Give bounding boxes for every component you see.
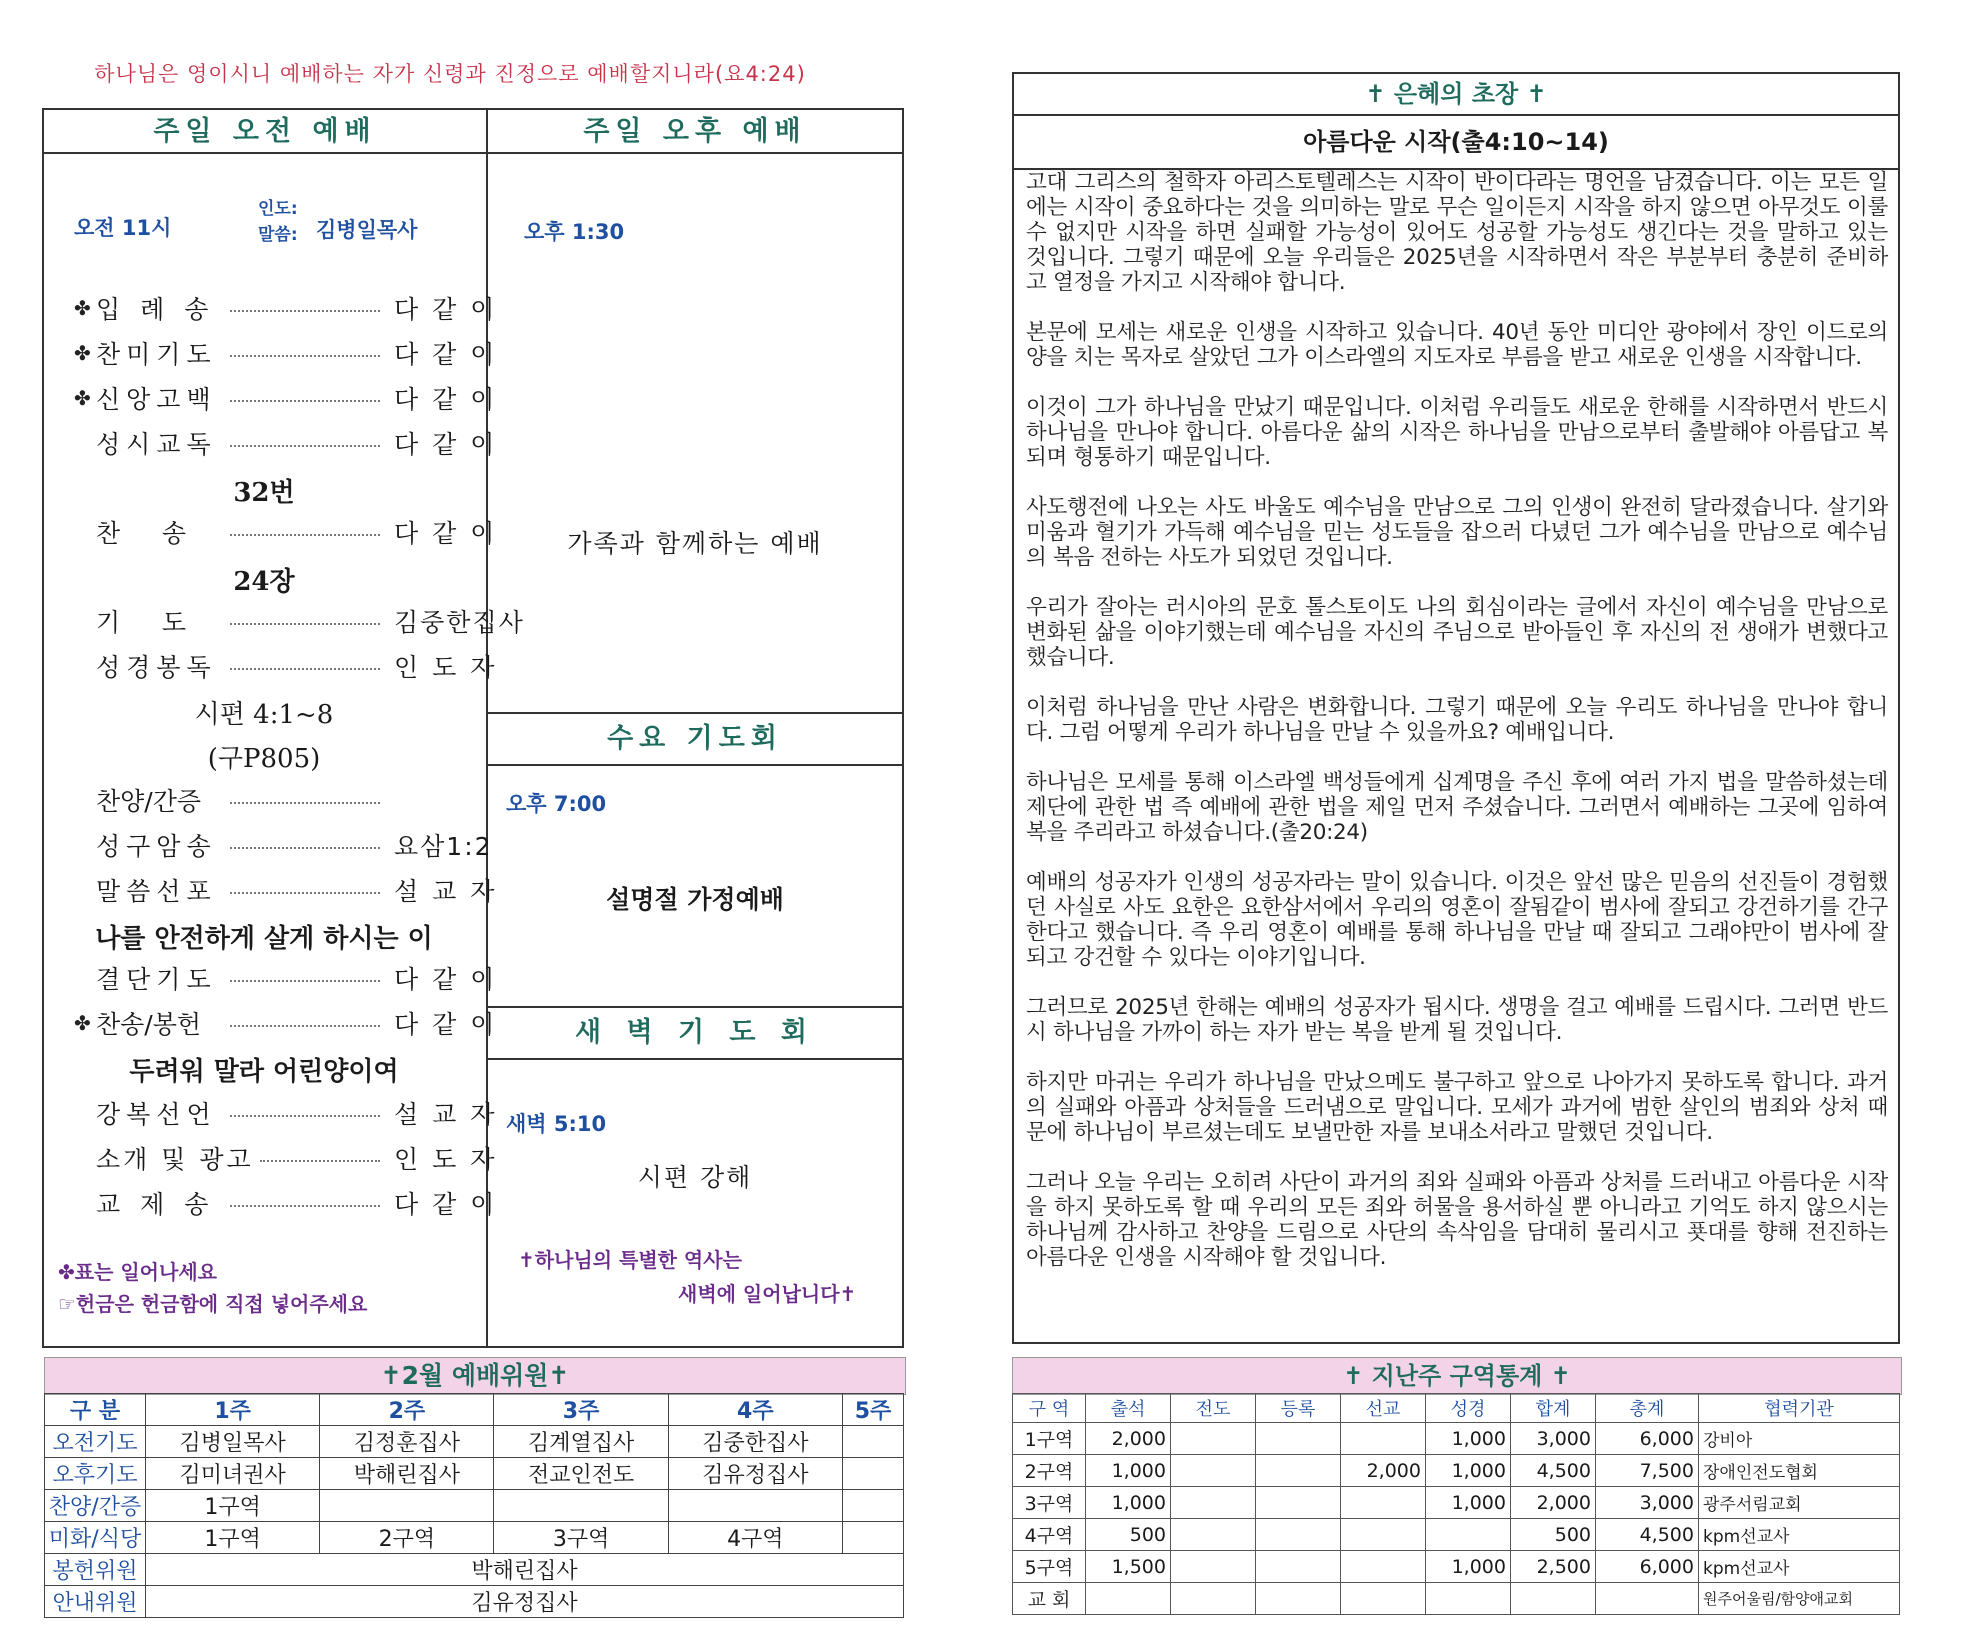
table-cell: 김병일목사 bbox=[146, 1426, 320, 1458]
column-header: 구 역 bbox=[1013, 1394, 1086, 1423]
table-cell bbox=[1341, 1423, 1426, 1455]
table-row bbox=[45, 1426, 904, 1458]
offering-note: ☞헌금은 헌금함에 직접 넣어주세요 bbox=[58, 1292, 368, 1316]
table-cell: 1,500 bbox=[1086, 1551, 1171, 1583]
table-cell: 6,000 bbox=[1596, 1423, 1699, 1455]
sermon-title: 나를 안전하게 살게 하시는 이 bbox=[95, 924, 433, 954]
table-row bbox=[1013, 1583, 1900, 1615]
table-header-row bbox=[1013, 1394, 1900, 1423]
order-item: ✤ 신앙고백 다같이 bbox=[74, 385, 509, 414]
grace-header: ✝ 은혜의 초장 ✝ bbox=[1365, 80, 1547, 108]
table-cell: 6,000 bbox=[1596, 1551, 1699, 1583]
morning-column bbox=[44, 156, 525, 1346]
table-header-row bbox=[45, 1394, 904, 1426]
table-cell: 김계열집사 bbox=[494, 1426, 668, 1458]
table-cell: 박해린집사 bbox=[320, 1458, 494, 1490]
table-cell: 3구역 bbox=[494, 1522, 668, 1554]
table-cell: 4,500 bbox=[1511, 1455, 1596, 1487]
table-row bbox=[45, 1522, 904, 1554]
table-cell: 4,500 bbox=[1596, 1519, 1699, 1551]
reading-number: 32번 bbox=[233, 478, 295, 508]
table-cell bbox=[842, 1458, 903, 1490]
column-header: 5주 bbox=[842, 1394, 903, 1426]
column-header: 출석 bbox=[1086, 1394, 1171, 1423]
order-item: 기 도 김중한집사 bbox=[96, 608, 525, 637]
order-item: 찬양/간증 bbox=[74, 778, 514, 822]
table-cell bbox=[1256, 1487, 1341, 1519]
table-cell bbox=[842, 1426, 903, 1458]
row-label: 1구역 bbox=[1013, 1423, 1086, 1455]
column-header: 구 분 bbox=[45, 1394, 146, 1426]
table-cell: 3,000 bbox=[1596, 1487, 1699, 1519]
morning-time: 오전 11시 bbox=[74, 216, 172, 240]
paragraph: 하지만 마귀는 우리가 하나님을 만났으메도 불구하고 앞으로 나아가지 못하도록 합니다. 과거의 실패와 아픔과 상처들을 드러냄으로 말입니다. 모세가 과거에 범한 살인의 범죄와 상처 때문에 하나님이 부르셨는데도 보낼만한 자를 보내소서라고 말했던 것입니다. bbox=[1026, 1070, 1888, 1145]
row-label: 5구역 bbox=[1013, 1551, 1086, 1583]
table-cell bbox=[1086, 1583, 1171, 1615]
row-label: 미화/식당 bbox=[45, 1522, 146, 1554]
table-cell bbox=[1171, 1583, 1256, 1615]
wednesday-time: 오후 7:00 bbox=[506, 792, 607, 816]
table-cell: 광주서림교회 bbox=[1699, 1487, 1900, 1519]
column-header: 합계 bbox=[1511, 1394, 1596, 1423]
stats-title: ✝ 지난주 구역통계 ✝ bbox=[1343, 1362, 1571, 1390]
row-label: 2구역 bbox=[1013, 1455, 1086, 1487]
table-cell bbox=[1256, 1519, 1341, 1551]
table-cell: 7,500 bbox=[1596, 1455, 1699, 1487]
other-services-column bbox=[488, 156, 902, 1346]
order-item: 찬 송 다같이 bbox=[96, 519, 509, 548]
paragraph: 사도행전에 나오는 사도 바울도 예수님을 만남으로 그의 인생이 완전히 달라졌습니다. 살기와 미움과 혈기가 가득해 예수님을 믿는 성도들을 잡으러 다녔던 그가 예수님을 만남으로 예수님의 복음 전하는 사도가 되었던 것입니다. bbox=[1026, 495, 1888, 570]
order-item: 교 제 송 다같이 bbox=[96, 1190, 509, 1219]
column-header: 협력기관 bbox=[1699, 1394, 1900, 1423]
table-cell bbox=[1511, 1583, 1596, 1615]
table-cell: 김미녀권사 bbox=[146, 1458, 320, 1490]
leader-labels: 인도: 말씀: bbox=[258, 199, 298, 245]
column-header: 전도 bbox=[1171, 1394, 1256, 1423]
table-row bbox=[1013, 1487, 1900, 1519]
order-item: 강복선언 설교자 bbox=[96, 1100, 509, 1129]
column-header: 2주 bbox=[320, 1394, 494, 1426]
row-label: 찬양/간증 bbox=[45, 1490, 146, 1522]
order-item: 소개 및 광고 인도자 bbox=[96, 1145, 509, 1174]
row-label: 봉헌위원 bbox=[45, 1554, 146, 1586]
table-cell: 2,000 bbox=[1086, 1423, 1171, 1455]
standing-note: ✤표는 일어나세요 bbox=[58, 1260, 217, 1284]
table-cell: 2,000 bbox=[1341, 1455, 1426, 1487]
table-cell bbox=[1341, 1583, 1426, 1615]
order-item: 성구암송 요삼1:2 bbox=[96, 832, 493, 861]
morning-title: 주일 오전 예배 bbox=[153, 116, 377, 147]
column-header: 4주 bbox=[668, 1394, 842, 1426]
table-cell bbox=[1256, 1551, 1341, 1583]
table-cell bbox=[1596, 1583, 1699, 1615]
table-cell: 1,000 bbox=[1426, 1455, 1511, 1487]
table-cell: 김정훈집사 bbox=[320, 1426, 494, 1458]
order-item: 성시교독 다같이 bbox=[96, 430, 509, 459]
row-label: 4구역 bbox=[1013, 1519, 1086, 1551]
table-cell: 3,000 bbox=[1511, 1423, 1596, 1455]
table-cell: 박해린집사 bbox=[146, 1554, 904, 1586]
afternoon-title: 주일 오후 예배 bbox=[583, 116, 807, 147]
offering-hymn: 두려워 말라 어린양이여 bbox=[129, 1057, 399, 1087]
table-cell bbox=[1171, 1423, 1256, 1455]
column-header: 총계 bbox=[1596, 1394, 1699, 1423]
paragraph: 그러나 오늘 우리는 오히려 사단이 과거의 죄와 실패와 아픔과 상처를 드러내고 아름다운 시작을 하지 못하도록 할 때 우리의 모든 죄와 허물을 용서하실 뿐 아니라고 기억도 하지 않으시는 하나님께 감사하고 찬양을 드림으로 사단의 속삭임을 담대히 물리시고 푯대를 향해 전진하는 아름다운 인생을 시작해야 할 것입니다. bbox=[1026, 1170, 1888, 1270]
order-item: ✤ 찬송/봉헌 다같이 bbox=[74, 1010, 509, 1039]
table-cell bbox=[494, 1490, 668, 1522]
table-cell: 1,000 bbox=[1426, 1423, 1511, 1455]
table-cell bbox=[1256, 1455, 1341, 1487]
table-cell bbox=[1341, 1551, 1426, 1583]
table-cell bbox=[1171, 1455, 1256, 1487]
table-cell: 500 bbox=[1086, 1519, 1171, 1551]
sermon-title: 아름다운 시작(출4:10~14) bbox=[1303, 128, 1609, 156]
committee-title-bar bbox=[44, 1357, 906, 1395]
motto-verse: 하나님은 영이시니 예배하는 자가 신령과 진정으로 예배할지니라(요4:24) bbox=[94, 62, 806, 86]
column-header: 선교 bbox=[1341, 1394, 1426, 1423]
paragraph: 그러므로 2025년 한해는 예배의 성공자가 됩시다. 생명을 걸고 예배를 드립시다. 그러면 반드시 하나님을 가까이 하는 자가 받는 복을 받게 될 것입니다. bbox=[1026, 995, 1888, 1045]
table-cell bbox=[842, 1522, 903, 1554]
table-cell bbox=[1171, 1519, 1256, 1551]
table-cell: 원주어울림/함양애교회 bbox=[1699, 1583, 1900, 1615]
row-label: 오전기도 bbox=[45, 1426, 146, 1458]
table-cell: 2,500 bbox=[1511, 1551, 1596, 1583]
table-cell bbox=[1256, 1423, 1341, 1455]
table-cell: 1,000 bbox=[1086, 1487, 1171, 1519]
paragraph: 하나님은 모세를 통해 이스라엘 백성들에게 십계명을 주신 후에 여러 가지 법을 말씀하셨는데 제단에 관한 법 즉 예배에 관한 법을 제일 먼저 주셨습니다. 그러면서 예배하는 그곳에 임하여 복을 주리라고 하셨습니다.(출20:24) bbox=[1026, 770, 1888, 845]
column-header: 등록 bbox=[1256, 1394, 1341, 1423]
paragraph: 우리가 잘아는 러시아의 문호 톨스토이도 나의 회심이라는 글에서 자신이 예수님을 만남으로 변화된 삶을 이야기했는데 예수님을 자신의 주님으로 받아들인 후 자신의 전 생애가 변했다고 했습니다. bbox=[1026, 595, 1888, 670]
scripture-page: (구P805) bbox=[207, 744, 321, 774]
row-label: 3구역 bbox=[1013, 1487, 1086, 1519]
dawn-time: 새벽 5:10 bbox=[506, 1112, 607, 1136]
committee-title: ✝2월 예배위원✝ bbox=[380, 1361, 570, 1390]
table-cell: 1,000 bbox=[1426, 1551, 1511, 1583]
table-cell: 김유정집사 bbox=[146, 1586, 904, 1618]
dawn-description: 시편 강해 bbox=[637, 1163, 753, 1192]
leader-name: 김병일목사 bbox=[316, 218, 418, 242]
table-cell bbox=[1426, 1519, 1511, 1551]
table-cell: kpm선교사 bbox=[1699, 1551, 1900, 1583]
table-row bbox=[45, 1490, 904, 1522]
order-item: 말씀선포 설교자 bbox=[96, 877, 509, 906]
table-cell: 1,000 bbox=[1426, 1487, 1511, 1519]
committee-table bbox=[44, 1393, 904, 1618]
row-label: 안내위원 bbox=[45, 1586, 146, 1618]
paragraph: 예배의 성공자가 인생의 성공자라는 말이 있습니다. 이것은 앞선 많은 믿음의 선진들이 경험했던 사실로 사도 요한은 요한삼서에서 우리의 영혼이 잘됨같이 범사에 잘되고 강건하기를 간구한다고 했습니다. 즉 우리 영혼이 예배를 통해 하나님을 만날 때 잘되고 그래야만이 범사에 잘되고 강건할 수 있다는 이야기입니다. bbox=[1026, 870, 1888, 970]
dawn-note-line1: ✝하나님의 특별한 역사는 bbox=[518, 1248, 742, 1272]
table-cell bbox=[1171, 1551, 1256, 1583]
table-row bbox=[45, 1458, 904, 1490]
column-header: 3주 bbox=[494, 1394, 668, 1426]
table-cell bbox=[668, 1490, 842, 1522]
stats-table bbox=[1012, 1393, 1900, 1615]
table-row bbox=[1013, 1423, 1900, 1455]
table-cell: 1구역 bbox=[146, 1522, 320, 1554]
hymn-number: 24장 bbox=[233, 567, 295, 597]
table-cell: 4구역 bbox=[668, 1522, 842, 1554]
table-cell bbox=[320, 1490, 494, 1522]
order-item: 결단기도 다같이 bbox=[96, 965, 509, 994]
table-cell bbox=[1426, 1583, 1511, 1615]
scripture-reference: 시편 4:1~8 bbox=[194, 700, 334, 730]
sermon-text bbox=[1026, 170, 1888, 1295]
table-cell bbox=[842, 1490, 903, 1522]
afternoon-time: 오후 1:30 bbox=[524, 220, 625, 244]
table-cell bbox=[1341, 1487, 1426, 1519]
column-header: 1주 bbox=[146, 1394, 320, 1426]
paragraph: 이것이 그가 하나님을 만났기 때문입니다. 이처럼 우리들도 새로운 한해를 시작하면서 반드시 하나님을 만나야 합니다. 아름다운 삶의 시작은 하나님을 만남으로부터 출발해야 아름답고 복되며 형통하기 때문입니다. bbox=[1026, 395, 1888, 470]
table-cell: 김중한집사 bbox=[668, 1426, 842, 1458]
row-label: 교 회 bbox=[1013, 1583, 1086, 1615]
order-item: 성경봉독 인도자 bbox=[96, 653, 509, 682]
table-row bbox=[1013, 1551, 1900, 1583]
table-cell: 김유정집사 bbox=[668, 1458, 842, 1490]
table-cell: 전교인전도 bbox=[494, 1458, 668, 1490]
table-row bbox=[1013, 1519, 1900, 1551]
paragraph: 본문에 모세는 새로운 인생을 시작하고 있습니다. 40년 동안 미디안 광야에서 장인 이드로의 양을 치는 목자로 살았던 그가 이스라엘의 지도자로 부름을 받고 새로운 인생을 시작합니다. bbox=[1026, 320, 1888, 370]
table-cell bbox=[1341, 1519, 1426, 1551]
table-cell bbox=[1171, 1487, 1256, 1519]
paragraph: 이처럼 하나님을 만난 사람은 변화합니다. 그렇기 때문에 오늘 우리도 하나님을 만나야 합니다. 그럼 어떻게 우리가 하나님을 만날 수 있을까요? 예배입니다. bbox=[1026, 695, 1888, 745]
order-item: ✤ 입 례 송 다같이 bbox=[74, 295, 509, 324]
table-cell: 2구역 bbox=[320, 1522, 494, 1554]
table-cell bbox=[1256, 1583, 1341, 1615]
worship-schedule bbox=[42, 108, 904, 1348]
table-cell: 1구역 bbox=[146, 1490, 320, 1522]
table-cell: 1,000 bbox=[1086, 1455, 1171, 1487]
stats-title-bar bbox=[1012, 1357, 1902, 1395]
table-cell: 장애인전도협회 bbox=[1699, 1455, 1900, 1487]
table-cell: 강비아 bbox=[1699, 1423, 1900, 1455]
order-item: ✤ 찬미기도 다같이 bbox=[74, 340, 509, 369]
wednesday-description: 설명절 가정예배 bbox=[606, 885, 784, 914]
row-label: 오후기도 bbox=[45, 1458, 146, 1490]
dawn-title: 새 벽 기 도 회 bbox=[574, 1017, 815, 1048]
table-row bbox=[45, 1554, 904, 1586]
column-header: 성경 bbox=[1426, 1394, 1511, 1423]
table-row bbox=[1013, 1455, 1900, 1487]
dawn-note-line2: 새벽에 일어납니다✝ bbox=[678, 1282, 857, 1306]
table-cell: kpm선교사 bbox=[1699, 1519, 1900, 1551]
table-cell: 2,000 bbox=[1511, 1487, 1596, 1519]
wednesday-title: 수요 기도회 bbox=[607, 723, 783, 754]
paragraph: 고대 그리스의 철학자 아리스토텔레스는 시작이 반이다라는 명언을 남겼습니다. 이는 모든 일에는 시작이 중요하다는 것을 의미하는 말로 무슨 일이든지 시작을 하지 않으면 아무것도 이룰 수 없지만 시작을 하면 실패할 가능성이 있어도 성공할 가능성도 생긴다는 것을 말하고 있는 것입니다. 그렇기 때문에 오늘 우리들은 2025년을 시작하면서 작은 부분부터 충분히 준비하고 열정을 가지고 시작해야 합니다. bbox=[1026, 170, 1888, 295]
table-row bbox=[45, 1586, 904, 1618]
afternoon-description: 가족과 함께하는 예배 bbox=[567, 529, 823, 558]
table-cell: 500 bbox=[1511, 1519, 1596, 1551]
